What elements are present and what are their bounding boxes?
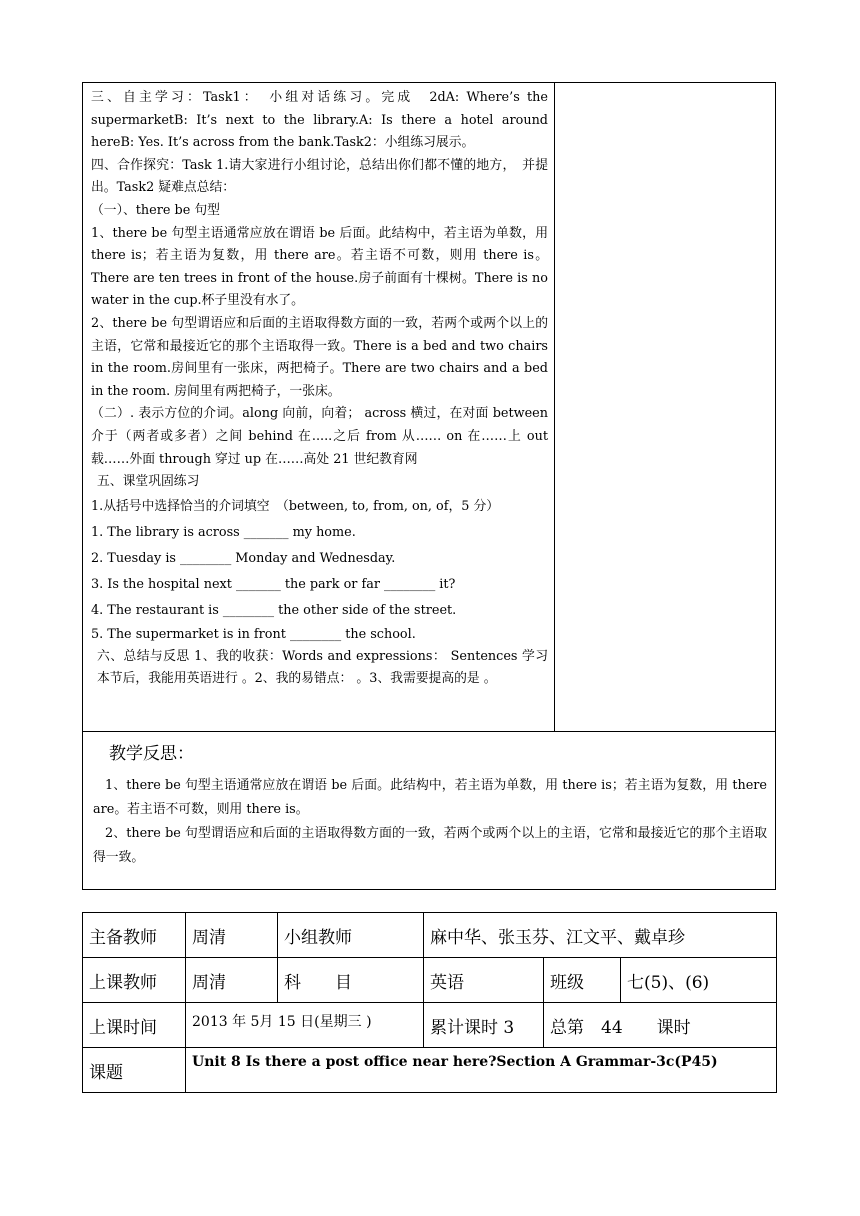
info-row-class bbox=[83, 958, 777, 1003]
exercise-item: 2. Tuesday is ________ Monday and Wednesday. bbox=[91, 550, 396, 566]
date-value: 2013 年 5月 15 日(星期三 ) bbox=[186, 1003, 424, 1048]
teacher-label: 上课教师 bbox=[83, 958, 186, 1003]
info-row-topic bbox=[83, 1048, 777, 1093]
class-value: 七(5)、(6) bbox=[621, 958, 777, 1003]
reflection-item: 1、there be 句型主语通常应放在谓语 be 后面。此结构中，若主语为单数，用 there is；若主语为复数，用 there are。若主语不可数，则用 there is。 bbox=[93, 778, 767, 817]
cumulative-hours: 累计课时 3 bbox=[424, 1003, 544, 1048]
self-study-paragraph: 三、自主学习：Task1： 小组对话练习。完成 2dA: Where’s the supermarketB: It’s next to the library.A: Is there a hotel around hereB: Yes. It’s across from the bank.Task2：小组练习展示。 bbox=[91, 90, 548, 151]
practice-heading: 五、课堂巩固练习 bbox=[97, 474, 200, 490]
lead-teacher-label: 主备教师 bbox=[83, 913, 186, 958]
lesson-info-table bbox=[82, 912, 777, 1093]
info-row-teachers bbox=[83, 913, 777, 958]
topic-value: Unit 8 Is there a post office near here?Section A Grammar-3c(P45) bbox=[186, 1048, 777, 1093]
summary-paragraph: 六、总结与反思 1、我的收获：Words and expressions： Sentences 学习本节后，我能用英语进行 。2、我的易错点： 。3、我需要提高的是 。 bbox=[97, 648, 548, 687]
exercise-item: 4. The restaurant is ________ the other side of the street. bbox=[91, 602, 457, 618]
reflection-cell bbox=[83, 732, 775, 889]
exercise-item: 1. The library is across _______ my home. bbox=[91, 524, 356, 540]
exercise-item: 3. Is the hospital next _______ the park or far ________ it? bbox=[91, 576, 456, 592]
group-teacher-label: 小组教师 bbox=[278, 913, 424, 958]
time-label: 上课时间 bbox=[83, 1003, 186, 1048]
info-row-time bbox=[83, 1003, 777, 1048]
class-label: 班级 bbox=[544, 958, 621, 1003]
there-be-heading: （一）、there be 句型 bbox=[91, 202, 220, 218]
reflection-item: 2、there be 句型谓语应和后面的主语取得数方面的一致，若两个或两个以上的主语，它常和最接近它的那个主语取得一致。 bbox=[93, 826, 767, 865]
teacher-value: 周清 bbox=[186, 958, 278, 1003]
group-teachers-value: 麻中华、张玉芬、江文平、戴卓珍 bbox=[424, 913, 777, 958]
subject-value: 英语 bbox=[424, 958, 544, 1003]
total-hours: 总第 44 课时 bbox=[544, 1003, 777, 1048]
subject-label: 科 目 bbox=[278, 958, 424, 1003]
topic-label: 课题 bbox=[83, 1048, 186, 1093]
exercise-instructions: 1.从括号中选择恰当的介词填空 （between, to, from, on, of，5 分） bbox=[91, 498, 500, 514]
lead-teacher-value: 周清 bbox=[186, 913, 278, 958]
lesson-content-cell bbox=[83, 83, 555, 731]
prepositions-paragraph: （二）. 表示方位的介词。along 向前，向着； across 横过，在对面 between 介于（两者或多者）之间 behind 在.....之后 from 从…… on 在……上 out 载……外面 through 穿过 up 在……高处 21 世纪教育网 bbox=[91, 406, 548, 467]
lesson-content-row bbox=[83, 83, 775, 732]
exercise-item: 5. The supermarket is in front ________ the school. bbox=[91, 626, 416, 642]
reflection-title: 教学反思： bbox=[109, 744, 194, 764]
there-be-rule-2: 2、there be 句型谓语应和后面的主语取得数方面的一致，若两个或两个以上的主语，它常和最接近它的那个主语取得一致。There is a bed and two chairs in the room.房间里有一张床，两把椅子。There are two chairs and a bed in the room. 房间里有两把椅子，一张床。 bbox=[91, 315, 548, 399]
lesson-plan-table bbox=[82, 82, 776, 890]
there-be-rule-1: 1、there be 句型主语通常应放在谓语 be 后面。此结构中，若主语为单数，用 there is；若主语为复数，用 there are。若主语不可数，则用 there is。There are ten trees in front of the house.房子前面有十棵树。There is no water in the cup.杯子里没有水了。 bbox=[91, 225, 548, 309]
cooperation-paragraph: 四、合作探究：Task 1.请大家进行小组讨论，总结出你们都不懂的地方， 并提出。Task2 疑难点总结： bbox=[91, 157, 548, 196]
